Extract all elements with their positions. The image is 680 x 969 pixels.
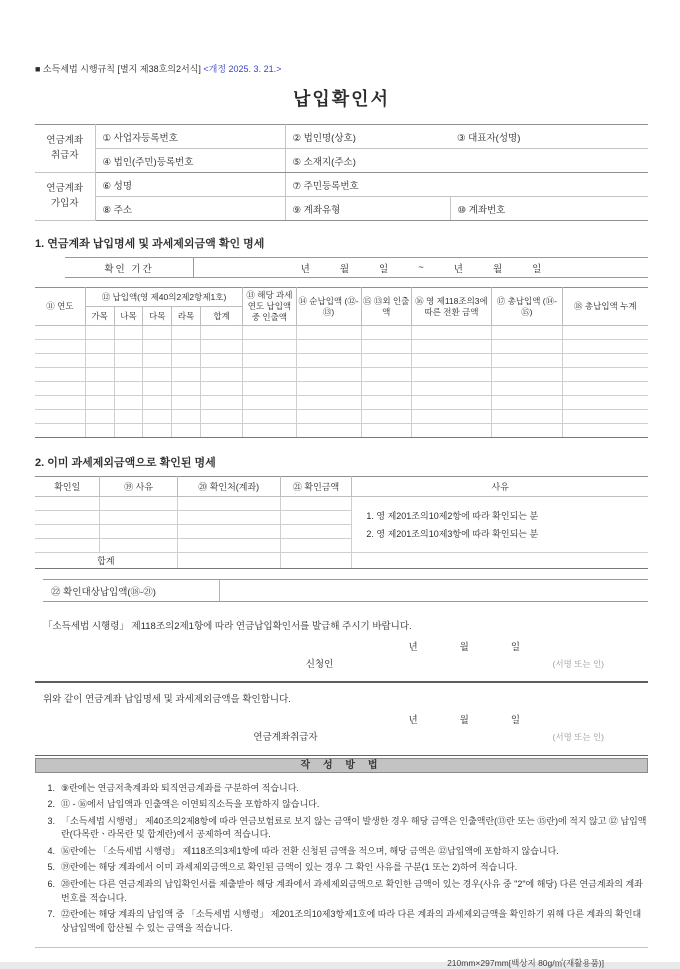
exempt-table-header-row	[35, 477, 648, 497]
field-account-no[interactable]: ⑩ 계좌번호	[450, 197, 648, 221]
empty-cell[interactable]	[296, 410, 361, 424]
empty-cell[interactable]	[143, 410, 172, 424]
payment-table-empty-row	[35, 382, 648, 396]
empty-cell[interactable]	[114, 354, 143, 368]
request-year-label: 년	[408, 642, 418, 654]
empty-cell[interactable]	[243, 382, 296, 396]
empty-cell[interactable]	[100, 497, 177, 511]
empty-cell[interactable]	[114, 382, 143, 396]
empty-cell[interactable]	[35, 410, 85, 424]
empty-cell[interactable]	[35, 511, 100, 525]
field-corp-reg-no[interactable]: ④ 법인(주민)등록번호	[95, 149, 285, 173]
empty-cell[interactable]	[172, 396, 201, 410]
empty-cell[interactable]	[114, 410, 143, 424]
empty-cell[interactable]	[177, 511, 280, 525]
revision-date-text: <개정 2025. 3. 21.>	[203, 64, 282, 74]
empty-cell[interactable]	[172, 340, 201, 354]
col-reason: 사유	[352, 477, 648, 497]
instruction-number: 7.	[47, 909, 55, 920]
applicant-sign-line	[35, 656, 648, 673]
empty-cell[interactable]	[35, 525, 100, 539]
empty-cell[interactable]	[172, 424, 201, 438]
request-date-line[interactable]	[35, 639, 648, 653]
col-sub-da: 다목	[143, 307, 172, 326]
empty-cell[interactable]	[411, 340, 491, 354]
payment-table-empty-row	[35, 340, 648, 354]
empty-cell[interactable]	[35, 340, 85, 354]
confirm-period-label: 확인 기간	[65, 258, 194, 277]
reason-note-2: 2. 영 제201조의10제3항에 따라 확인되는 분	[366, 528, 539, 539]
instruction-number: 2.	[47, 799, 55, 810]
empty-cell[interactable]	[492, 382, 562, 396]
col-sub-ga: 가목	[85, 307, 114, 326]
empty-cell[interactable]	[562, 368, 648, 382]
empty-cell[interactable]	[361, 326, 411, 340]
confirmation-year-label: 년	[408, 715, 418, 727]
empty-cell[interactable]	[492, 396, 562, 410]
empty-cell[interactable]	[411, 326, 491, 340]
empty-cell[interactable]	[35, 539, 100, 553]
instruction-text: ⑨란에는 연금저축계좌와 퇴직연금계좌를 구분하여 적습니다.	[61, 782, 299, 793]
payment-table-empty-row	[35, 396, 648, 410]
empty-cell[interactable]	[85, 354, 114, 368]
empty-cell[interactable]	[280, 511, 352, 525]
empty-cell[interactable]	[562, 340, 648, 354]
empty-cell[interactable]	[243, 424, 296, 438]
col-sub-na: 나목	[114, 307, 143, 326]
instruction-number: 4.	[47, 845, 55, 856]
empty-cell[interactable]	[411, 368, 491, 382]
empty-cell[interactable]	[562, 382, 648, 396]
col-reason-code: ⑲ 사유	[100, 477, 177, 497]
empty-cell[interactable]	[243, 354, 296, 368]
empty-cell[interactable]	[114, 424, 143, 438]
field-resident-no[interactable]: ⑦ 주민등록번호	[285, 173, 648, 197]
empty-cell[interactable]	[243, 340, 296, 354]
col-total-cumulative: ⑱ 총납입액 누계	[562, 288, 648, 326]
empty-cell[interactable]	[114, 368, 143, 382]
paper-spec-footer: 210mm×297mm[백상지 80g/㎡(재활용품)]	[447, 957, 604, 968]
empty-cell[interactable]	[35, 396, 85, 410]
exempt-table-total-row	[35, 553, 648, 569]
instruction-item	[35, 845, 648, 859]
instruction-number: 1.	[47, 782, 55, 793]
empty-cell[interactable]	[143, 382, 172, 396]
col-sub-ra: 라목	[172, 307, 201, 326]
empty-cell[interactable]	[85, 396, 114, 410]
applicant-sign-note: (서명 또는 인)	[552, 659, 604, 670]
empty-cell[interactable]	[100, 539, 177, 553]
instructions-band-wrap	[35, 755, 648, 773]
form-reference-line	[35, 62, 648, 75]
subscriber-row-2	[35, 197, 648, 221]
section1-heading: 1. 연금계좌 납입명세 및 과세제외금액 확인 명세	[35, 238, 265, 250]
confirmed-exempt-table	[35, 476, 648, 569]
reason-note-1: 1. 영 제201조의10제2항에 따라 확인되는 분	[366, 510, 539, 521]
instruction-text: ㉒란에는 해당 계좌의 납입액 중 「소득세법 시행령」 제201조의10제3항제1호에 따라 다른 계좌의 과세제외금액을 확인하기 위해 다른 계좌의 확인대상납입액에 합산될 수 있는 금액을 적습니다.	[61, 909, 642, 934]
empty-cell[interactable]	[200, 396, 242, 410]
col-sub-sum: 합계	[200, 307, 242, 326]
payment-table-empty-row	[35, 410, 648, 424]
empty-cell[interactable]	[177, 497, 280, 511]
col-confirm-date: 확인일	[35, 477, 100, 497]
empty-cell[interactable]	[492, 368, 562, 382]
reason-notes-cell	[352, 497, 648, 553]
empty-cell[interactable]	[143, 368, 172, 382]
request-day-label: 일	[510, 642, 520, 654]
instructions-list	[35, 778, 648, 947]
payment-table-empty-row	[35, 424, 648, 438]
empty-cell[interactable]	[352, 553, 648, 569]
empty-cell[interactable]	[85, 424, 114, 438]
empty-cell[interactable]	[296, 368, 361, 382]
provider-row-1	[35, 125, 648, 149]
period-month2-label: 월	[492, 263, 503, 275]
empty-cell[interactable]	[177, 539, 280, 553]
empty-cell[interactable]	[200, 354, 242, 368]
empty-cell[interactable]	[35, 368, 85, 382]
provider-label: 연금계좌취급자	[253, 732, 318, 744]
confirmation-statement: 위와 같이 연금계좌 납입명세 및 과세제외금액을 확인합니다.	[43, 694, 291, 706]
period-year1-label: 년	[300, 263, 310, 275]
instruction-item	[35, 798, 648, 812]
field-name[interactable]: ⑥ 성명	[95, 173, 285, 197]
col-withdraw-other: ⑮ ⑬외 인출액	[361, 288, 411, 326]
empty-cell[interactable]	[411, 396, 491, 410]
empty-cell[interactable]	[100, 525, 177, 539]
empty-cell[interactable]	[296, 354, 361, 368]
instruction-text: ⑪ - ⑯에서 납입액과 인출액은 이연퇴직소득을 포함하지 않습니다.	[61, 799, 320, 810]
subscriber-row-1	[35, 173, 648, 197]
provider-row-2	[35, 149, 648, 173]
empty-cell[interactable]	[35, 382, 85, 396]
empty-cell[interactable]	[172, 326, 201, 340]
empty-cell[interactable]	[411, 382, 491, 396]
empty-cell[interactable]	[361, 340, 411, 354]
provider-group-line1: 연금계좌	[46, 134, 84, 146]
empty-cell[interactable]	[492, 410, 562, 424]
period-year2-label: 년	[453, 263, 463, 275]
request-statement: 「소득세법 시행령」 제118조의2제1항에 따라 연금납입확인서를 발급해 주시기 바랍니다.	[43, 621, 412, 633]
col-confirm-amount: ㉑ 확인금액	[280, 477, 352, 497]
empty-cell[interactable]	[280, 553, 352, 569]
field-address[interactable]: ⑧ 주소	[95, 197, 285, 221]
section-divider	[35, 681, 648, 683]
empty-cell[interactable]	[361, 424, 411, 438]
empty-cell[interactable]	[243, 326, 296, 340]
instruction-number: 6.	[47, 878, 55, 889]
col-total-payment: ⑰ 총납입액 (⑭-⑮)	[492, 288, 562, 326]
payment-detail-table	[35, 287, 648, 438]
provider-sign-note: (서명 또는 인)	[552, 732, 604, 743]
provider-group-line2: 취급자	[50, 149, 79, 161]
col-conversion-amount: ⑯ 영 제118조의3에 따른 전환 금액	[411, 288, 491, 326]
confirm-period-value[interactable]	[194, 258, 648, 277]
col-net-payment: ⑭ 순납입액 (⑫-⑬)	[296, 288, 361, 326]
empty-cell[interactable]	[361, 354, 411, 368]
account-info-table	[35, 124, 648, 221]
empty-cell[interactable]	[85, 368, 114, 382]
target-amount-label: ㉒ 확인대상납입액(⑱-㉑)	[43, 580, 220, 601]
field-corp-address[interactable]: ⑤ 소재지(주소)	[285, 149, 648, 173]
period-tilde: ~	[418, 262, 424, 273]
field-rep-name[interactable]: ③ 대표자(성명)	[450, 125, 648, 149]
empty-cell[interactable]	[35, 354, 85, 368]
empty-cell[interactable]	[200, 368, 242, 382]
empty-cell[interactable]	[85, 326, 114, 340]
empty-cell[interactable]	[114, 326, 143, 340]
field-biz-reg-no[interactable]: ① 사업자등록번호	[95, 125, 285, 149]
confirmation-date-line[interactable]	[35, 712, 648, 726]
empty-cell[interactable]	[100, 511, 177, 525]
payment-table-empty-row	[35, 326, 648, 340]
confirm-period-row	[65, 257, 648, 278]
empty-cell[interactable]	[243, 368, 296, 382]
instruction-number: 3.	[47, 815, 55, 826]
empty-cell[interactable]	[492, 340, 562, 354]
empty-cell[interactable]	[361, 410, 411, 424]
empty-cell[interactable]	[411, 354, 491, 368]
payment-table-header-row1	[35, 288, 648, 307]
empty-cell[interactable]	[280, 525, 352, 539]
empty-cell[interactable]	[200, 340, 242, 354]
instructions-band-title: 작 성 방 법	[35, 758, 648, 773]
empty-cell[interactable]	[143, 424, 172, 438]
form-reference-text: ■ 소득세법 시행규칙 [별지 제38호의2서식]	[35, 64, 201, 74]
confirmation-day-label: 일	[510, 715, 520, 727]
empty-cell[interactable]	[200, 326, 242, 340]
request-month-label: 월	[459, 642, 469, 654]
empty-cell[interactable]	[492, 424, 562, 438]
empty-cell[interactable]	[280, 539, 352, 553]
period-day2-label: 일	[532, 263, 542, 275]
empty-cell[interactable]	[411, 424, 491, 438]
col-payment-group: ⑫ 납입액(영 제40의2제2항제1호)	[85, 288, 242, 307]
provider-group-label	[35, 125, 95, 173]
field-corp-name[interactable]: ② 법인명(상호)	[285, 125, 450, 149]
empty-cell[interactable]	[562, 424, 648, 438]
provider-sign-line	[35, 729, 648, 746]
empty-cell[interactable]	[172, 410, 201, 424]
empty-cell[interactable]	[143, 354, 172, 368]
empty-cell[interactable]	[200, 410, 242, 424]
empty-cell[interactable]	[85, 410, 114, 424]
period-day1-label: 일	[379, 263, 389, 275]
instruction-text: 「소득세법 시행령」 제40조의2제8항에 따라 연금보험료로 보지 않는 금액이 발생한 경우 해당 금액은 인출액란(⑬란 또는 ⑮란)에 적지 않고 ⑫ 납입액란(다목란ㆍ라목란 및 합계란)에서 공제하여 적습니다.	[61, 815, 647, 840]
payment-table-empty-row	[35, 354, 648, 368]
empty-cell[interactable]	[200, 382, 242, 396]
empty-cell[interactable]	[85, 382, 114, 396]
col-withdraw-current: ⑬ 해당 과세연도 납입액 중 인출액	[243, 288, 296, 326]
empty-cell[interactable]	[562, 396, 648, 410]
instruction-item	[35, 782, 648, 796]
instruction-item	[35, 878, 648, 906]
empty-cell[interactable]	[114, 396, 143, 410]
empty-cell[interactable]	[200, 424, 242, 438]
subscriber-group-label	[35, 173, 95, 221]
empty-cell[interactable]	[296, 340, 361, 354]
empty-cell[interactable]	[296, 326, 361, 340]
empty-cell[interactable]	[177, 525, 280, 539]
total-label-cell: 합계	[35, 553, 177, 569]
instruction-number: 5.	[47, 862, 55, 873]
empty-cell[interactable]	[562, 326, 648, 340]
empty-cell[interactable]	[296, 382, 361, 396]
exempt-table-row	[35, 497, 648, 511]
empty-cell[interactable]	[143, 340, 172, 354]
empty-cell[interactable]	[492, 326, 562, 340]
empty-cell[interactable]	[35, 497, 100, 511]
empty-cell[interactable]	[143, 396, 172, 410]
instruction-item	[35, 815, 648, 843]
applicant-label: 신청인	[305, 659, 334, 671]
page-title: 납입확인서	[293, 89, 390, 109]
empty-cell[interactable]	[562, 354, 648, 368]
empty-cell[interactable]	[35, 326, 85, 340]
empty-cell[interactable]	[562, 410, 648, 424]
empty-cell[interactable]	[296, 396, 361, 410]
empty-cell[interactable]	[85, 340, 114, 354]
target-amount-row	[43, 579, 648, 602]
empty-cell[interactable]	[296, 424, 361, 438]
instruction-text: ⑳란에는 다른 연금계좌의 납입확인서를 제출받아 해당 계좌에서 과세제외금액으로 확인한 금액이 있는 경우(사유 중 "2"에 해당) 다른 연금계좌의 계좌번호를 적습니다.	[61, 878, 643, 903]
instruction-item	[35, 908, 648, 936]
empty-cell[interactable]	[361, 368, 411, 382]
empty-cell[interactable]	[172, 354, 201, 368]
subscriber-group-line1: 연금계좌	[46, 182, 84, 194]
empty-cell[interactable]	[243, 396, 296, 410]
target-amount-value[interactable]	[220, 580, 648, 601]
empty-cell[interactable]	[411, 410, 491, 424]
empty-cell[interactable]	[114, 340, 143, 354]
empty-cell[interactable]	[177, 553, 280, 569]
col-confirm-source: ⑳ 확인처(계좌)	[177, 477, 280, 497]
instruction-item	[35, 861, 648, 875]
instruction-text: ⑯란에는 「소득세법 시행령」 제118조의3제1항에 따라 전환 신청된 금액을 적으며, 해당 금액은 ⑫납입액에 포함하지 않습니다.	[61, 845, 559, 856]
empty-cell[interactable]	[35, 424, 85, 438]
empty-cell[interactable]	[492, 354, 562, 368]
section2-heading: 2. 이미 과세제외금액으로 확인된 명세	[35, 457, 216, 470]
empty-cell[interactable]	[243, 410, 296, 424]
empty-cell[interactable]	[361, 382, 411, 396]
subscriber-group-line2: 가입자	[50, 197, 79, 209]
empty-cell[interactable]	[361, 396, 411, 410]
instruction-text: ⑲란에는 해당 계좌에서 이미 과세제외금액으로 확인된 금액이 있는 경우 그 확인 사유를 구분(1 또는 2)하여 적습니다.	[61, 862, 518, 873]
empty-cell[interactable]	[280, 497, 352, 511]
empty-cell[interactable]	[172, 382, 201, 396]
empty-cell[interactable]	[172, 368, 201, 382]
confirmation-month-label: 월	[459, 715, 469, 727]
empty-cell[interactable]	[143, 326, 172, 340]
period-month1-label: 월	[339, 263, 350, 275]
field-account-type[interactable]: ⑨ 계좌유형	[285, 197, 450, 221]
payment-table-empty-row	[35, 368, 648, 382]
col-year: ⑪ 연도	[35, 288, 85, 326]
